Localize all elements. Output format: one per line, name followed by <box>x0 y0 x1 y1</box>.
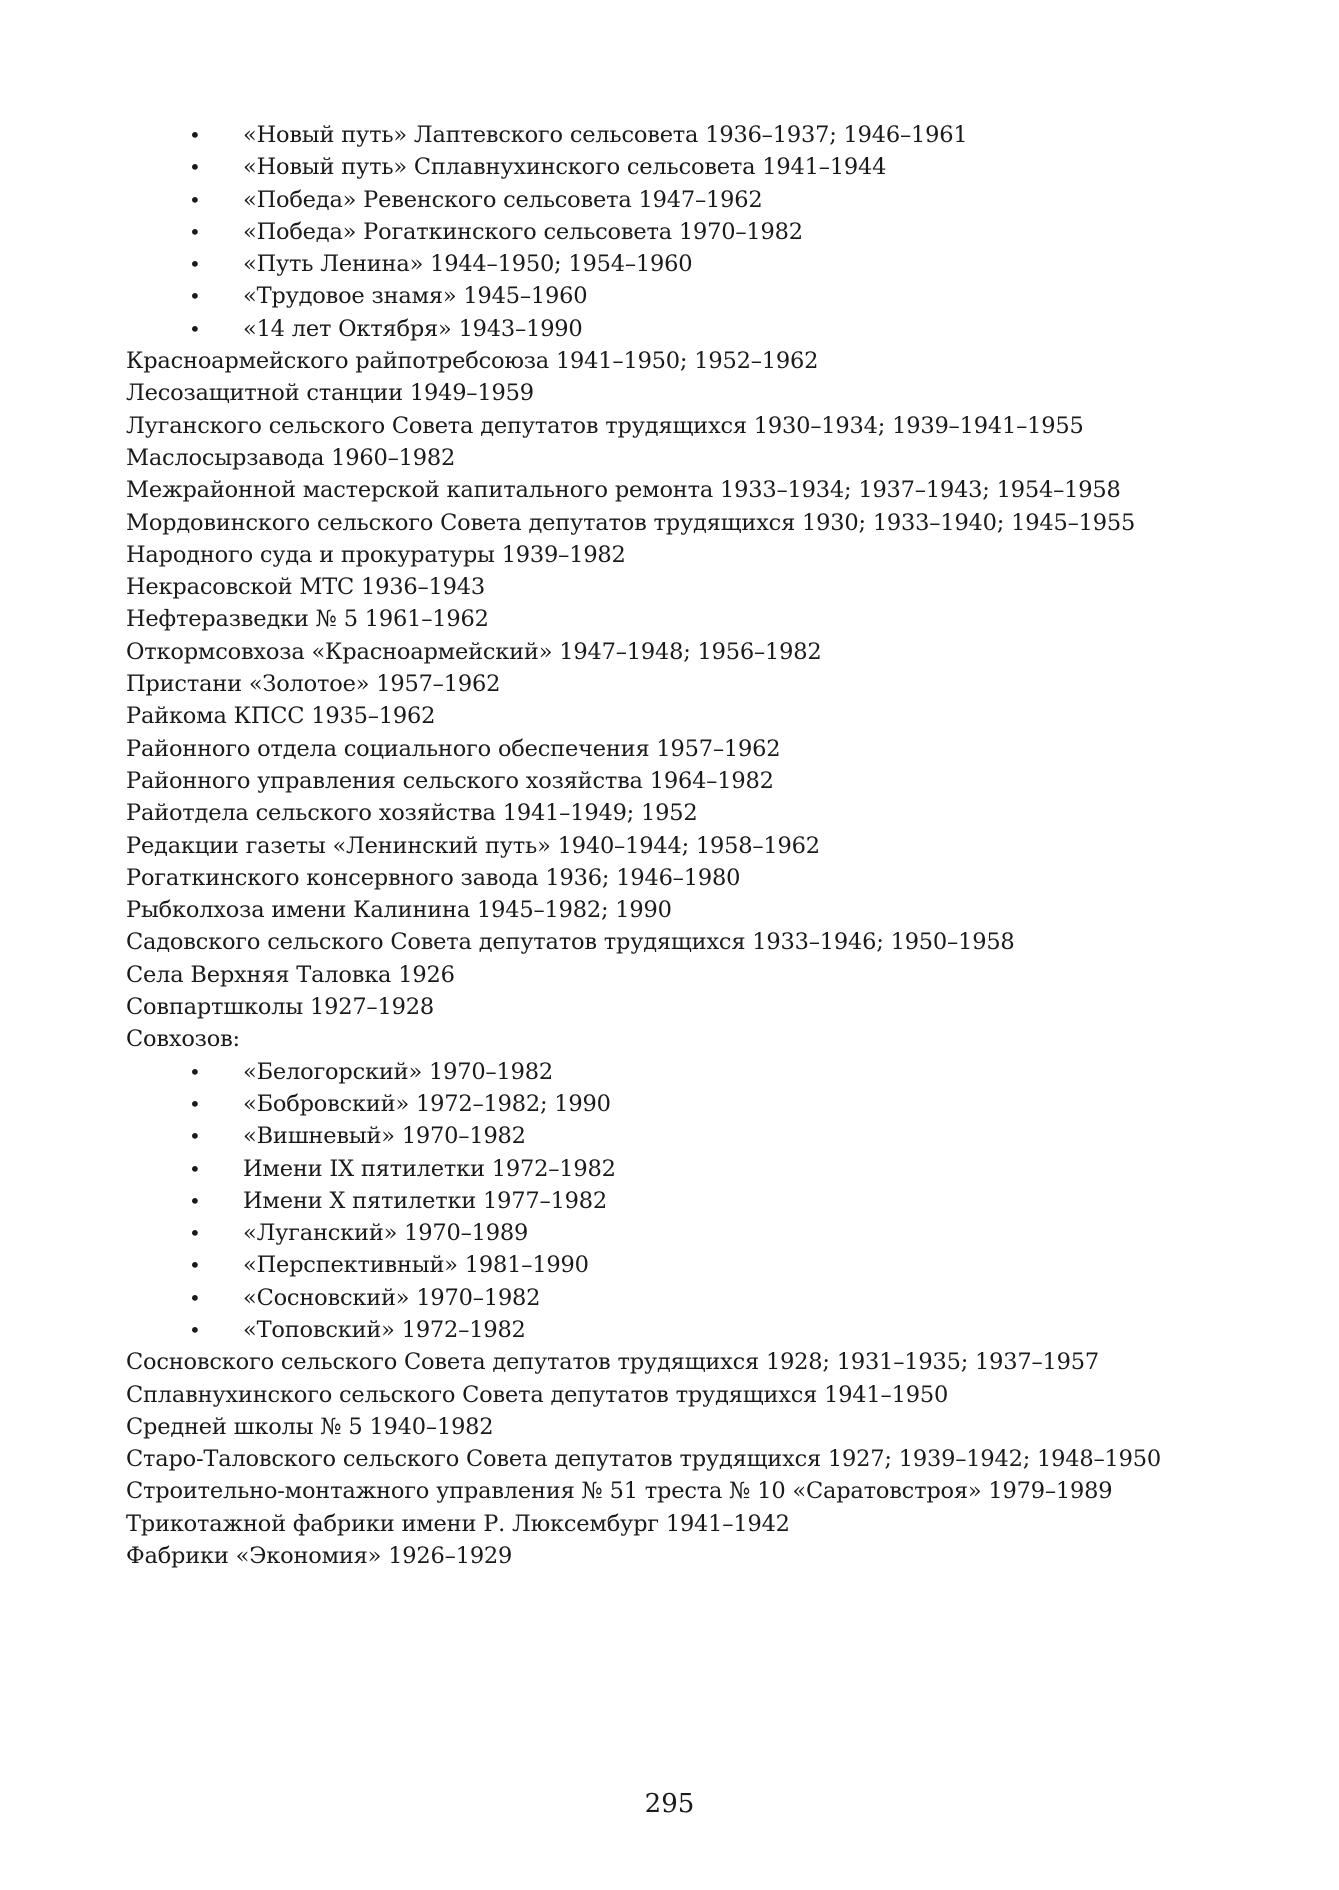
entry-line: Старо-Таловского сельского Совета депутатов трудящихся 1927; 1939–1942; 1948–1950 <box>126 1446 1162 1473</box>
entry-line: Рыбколхоза имени Калинина 1945–1982; 1990 <box>126 897 672 924</box>
entry-line: Средней школы № 5 1940–1982 <box>126 1413 494 1440</box>
bullet-icon: • <box>189 1124 201 1149</box>
entry-line: Красноармейского райпотребсоюза 1941–1950; 1952–1962 <box>126 348 819 375</box>
list-item: • Имени X пятилетки 1977–1982 <box>126 1185 1246 1217</box>
bullet-icon: • <box>189 1091 201 1116</box>
section-heading: Совхозов: <box>126 1026 240 1053</box>
entry-line: Сосновского сельского Совета депутатов трудящихся 1928; 1931–1935; 1937–1957 <box>126 1349 1100 1376</box>
list-item: • «Белогорский» 1970–1982 <box>126 1056 1246 1088</box>
entry-line: Фабрики «Экономия» 1926–1929 <box>126 1543 513 1570</box>
entry-line: Строительно-монтажного управления № 51 треста № 10 «Саратовстроя» 1979–1989 <box>126 1478 1113 1505</box>
bullet-icon: • <box>189 123 201 147</box>
entry-line: Лесозащитной станции 1949–1959 <box>126 380 534 407</box>
list-item: • «Новый путь» Сплавнухинского сельсовета 1941–1944 <box>126 151 1246 183</box>
entry-line: Межрайонной мастерской капитального ремонта 1933–1934; 1937–1943; 1954–1958 <box>126 477 1121 504</box>
page-number: 295 <box>644 1789 695 1819</box>
entry-line: Села Верхняя Таловка 1926 <box>126 961 455 988</box>
entry-line: Мордовинского сельского Совета депутатов трудящихся 1930; 1933–1940; 1945–1955 <box>126 509 1136 536</box>
list-item: • «14 лет Октября» 1943–1990 <box>126 313 1246 345</box>
bullet-icon: • <box>189 219 201 244</box>
list-item: • «Перспективный» 1981–1990 <box>126 1249 1246 1281</box>
entry-line: Редакции газеты «Ленинский путь» 1940–1944; 1958–1962 <box>126 832 820 859</box>
bullet-icon: • <box>189 284 201 309</box>
bullet-icon: • <box>189 1317 201 1342</box>
list-item: • «Топовский» 1972–1982 <box>126 1314 1246 1346</box>
entry-line: Садовского сельского Совета депутатов трудящихся 1933–1946; 1950–1958 <box>126 929 1015 956</box>
bullet-icon: • <box>189 1221 201 1246</box>
entry-line: Пристани «Золотое» 1957–1962 <box>126 671 501 698</box>
bullet-icon: • <box>189 1285 201 1310</box>
list-item: • «Путь Ленина» 1944–1950; 1954–1960 <box>126 248 1246 280</box>
bullet-icon: • <box>189 1188 201 1213</box>
list-item: • «Бобровский» 1972–1982; 1990 <box>126 1088 1246 1120</box>
entry-line: Рогаткинского консервного завода 1936; 1946–1980 <box>126 864 741 891</box>
entry-line: Райотдела сельского хозяйства 1941–1949; 1952 <box>126 800 698 827</box>
list-item: • Имени IX пятилетки 1972–1982 <box>126 1153 1246 1185</box>
entry-line: Совпартшколы 1927–1928 <box>126 994 434 1021</box>
list-item: • «Сосновский» 1970–1982 <box>126 1282 1246 1314</box>
list-item: • «Трудовое знамя» 1945–1960 <box>126 280 1246 312</box>
bullet-list-a <box>126 119 1246 345</box>
entry-line: Луганского сельского Совета депутатов трудящихся 1930–1934; 1939–1941–1955 <box>126 412 1084 439</box>
bullet-icon: • <box>189 316 201 341</box>
entry-line: Откормсовхоза «Красноармейский» 1947–1948; 1956–1982 <box>126 638 822 665</box>
entry-line: Некрасовской МТС 1936–1943 <box>126 574 485 601</box>
entry-line: Трикотажной фабрики имени Р. Люксембург 1941–1942 <box>126 1510 790 1537</box>
bullet-icon: • <box>189 155 201 180</box>
bullet-list-b <box>126 1056 1246 1347</box>
entry-list-a <box>126 345 1246 1056</box>
entry-list-b <box>126 1346 1246 1572</box>
list-item: • «Луганский» 1970–1989 <box>126 1217 1246 1249</box>
entry-line: Нефтеразведки № 5 1961–1962 <box>126 606 489 633</box>
entry-line: Маслосырзавода 1960–1982 <box>126 444 456 471</box>
document-content <box>126 119 1246 1572</box>
bullet-icon: • <box>189 252 201 277</box>
list-item: • «Новый путь» Лаптевского сельсовета 1936–1937; 1946–1961 <box>126 119 1246 151</box>
entry-line: Районного управления сельского хозяйства 1964–1982 <box>126 767 774 794</box>
list-item: • «Победа» Рогаткинского сельсовета 1970–1982 <box>126 216 1246 248</box>
bullet-icon: • <box>189 1156 201 1181</box>
entry-line: Районного отдела социального обеспечения 1957–1962 <box>126 735 781 762</box>
list-item: • «Победа» Ревенского сельсовета 1947–1962 <box>126 184 1246 216</box>
bullet-icon: • <box>189 187 201 212</box>
bullet-icon: • <box>189 1253 201 1278</box>
list-item: • «Вишневый» 1970–1982 <box>126 1120 1246 1152</box>
bullet-icon: • <box>189 1059 201 1084</box>
entry-line: Сплавнухинского сельского Совета депутатов трудящихся 1941–1950 <box>126 1381 949 1408</box>
entry-line: Райкома КПСС 1935–1962 <box>126 703 436 730</box>
entry-line: Народного суда и прокуратуры 1939–1982 <box>126 541 626 568</box>
